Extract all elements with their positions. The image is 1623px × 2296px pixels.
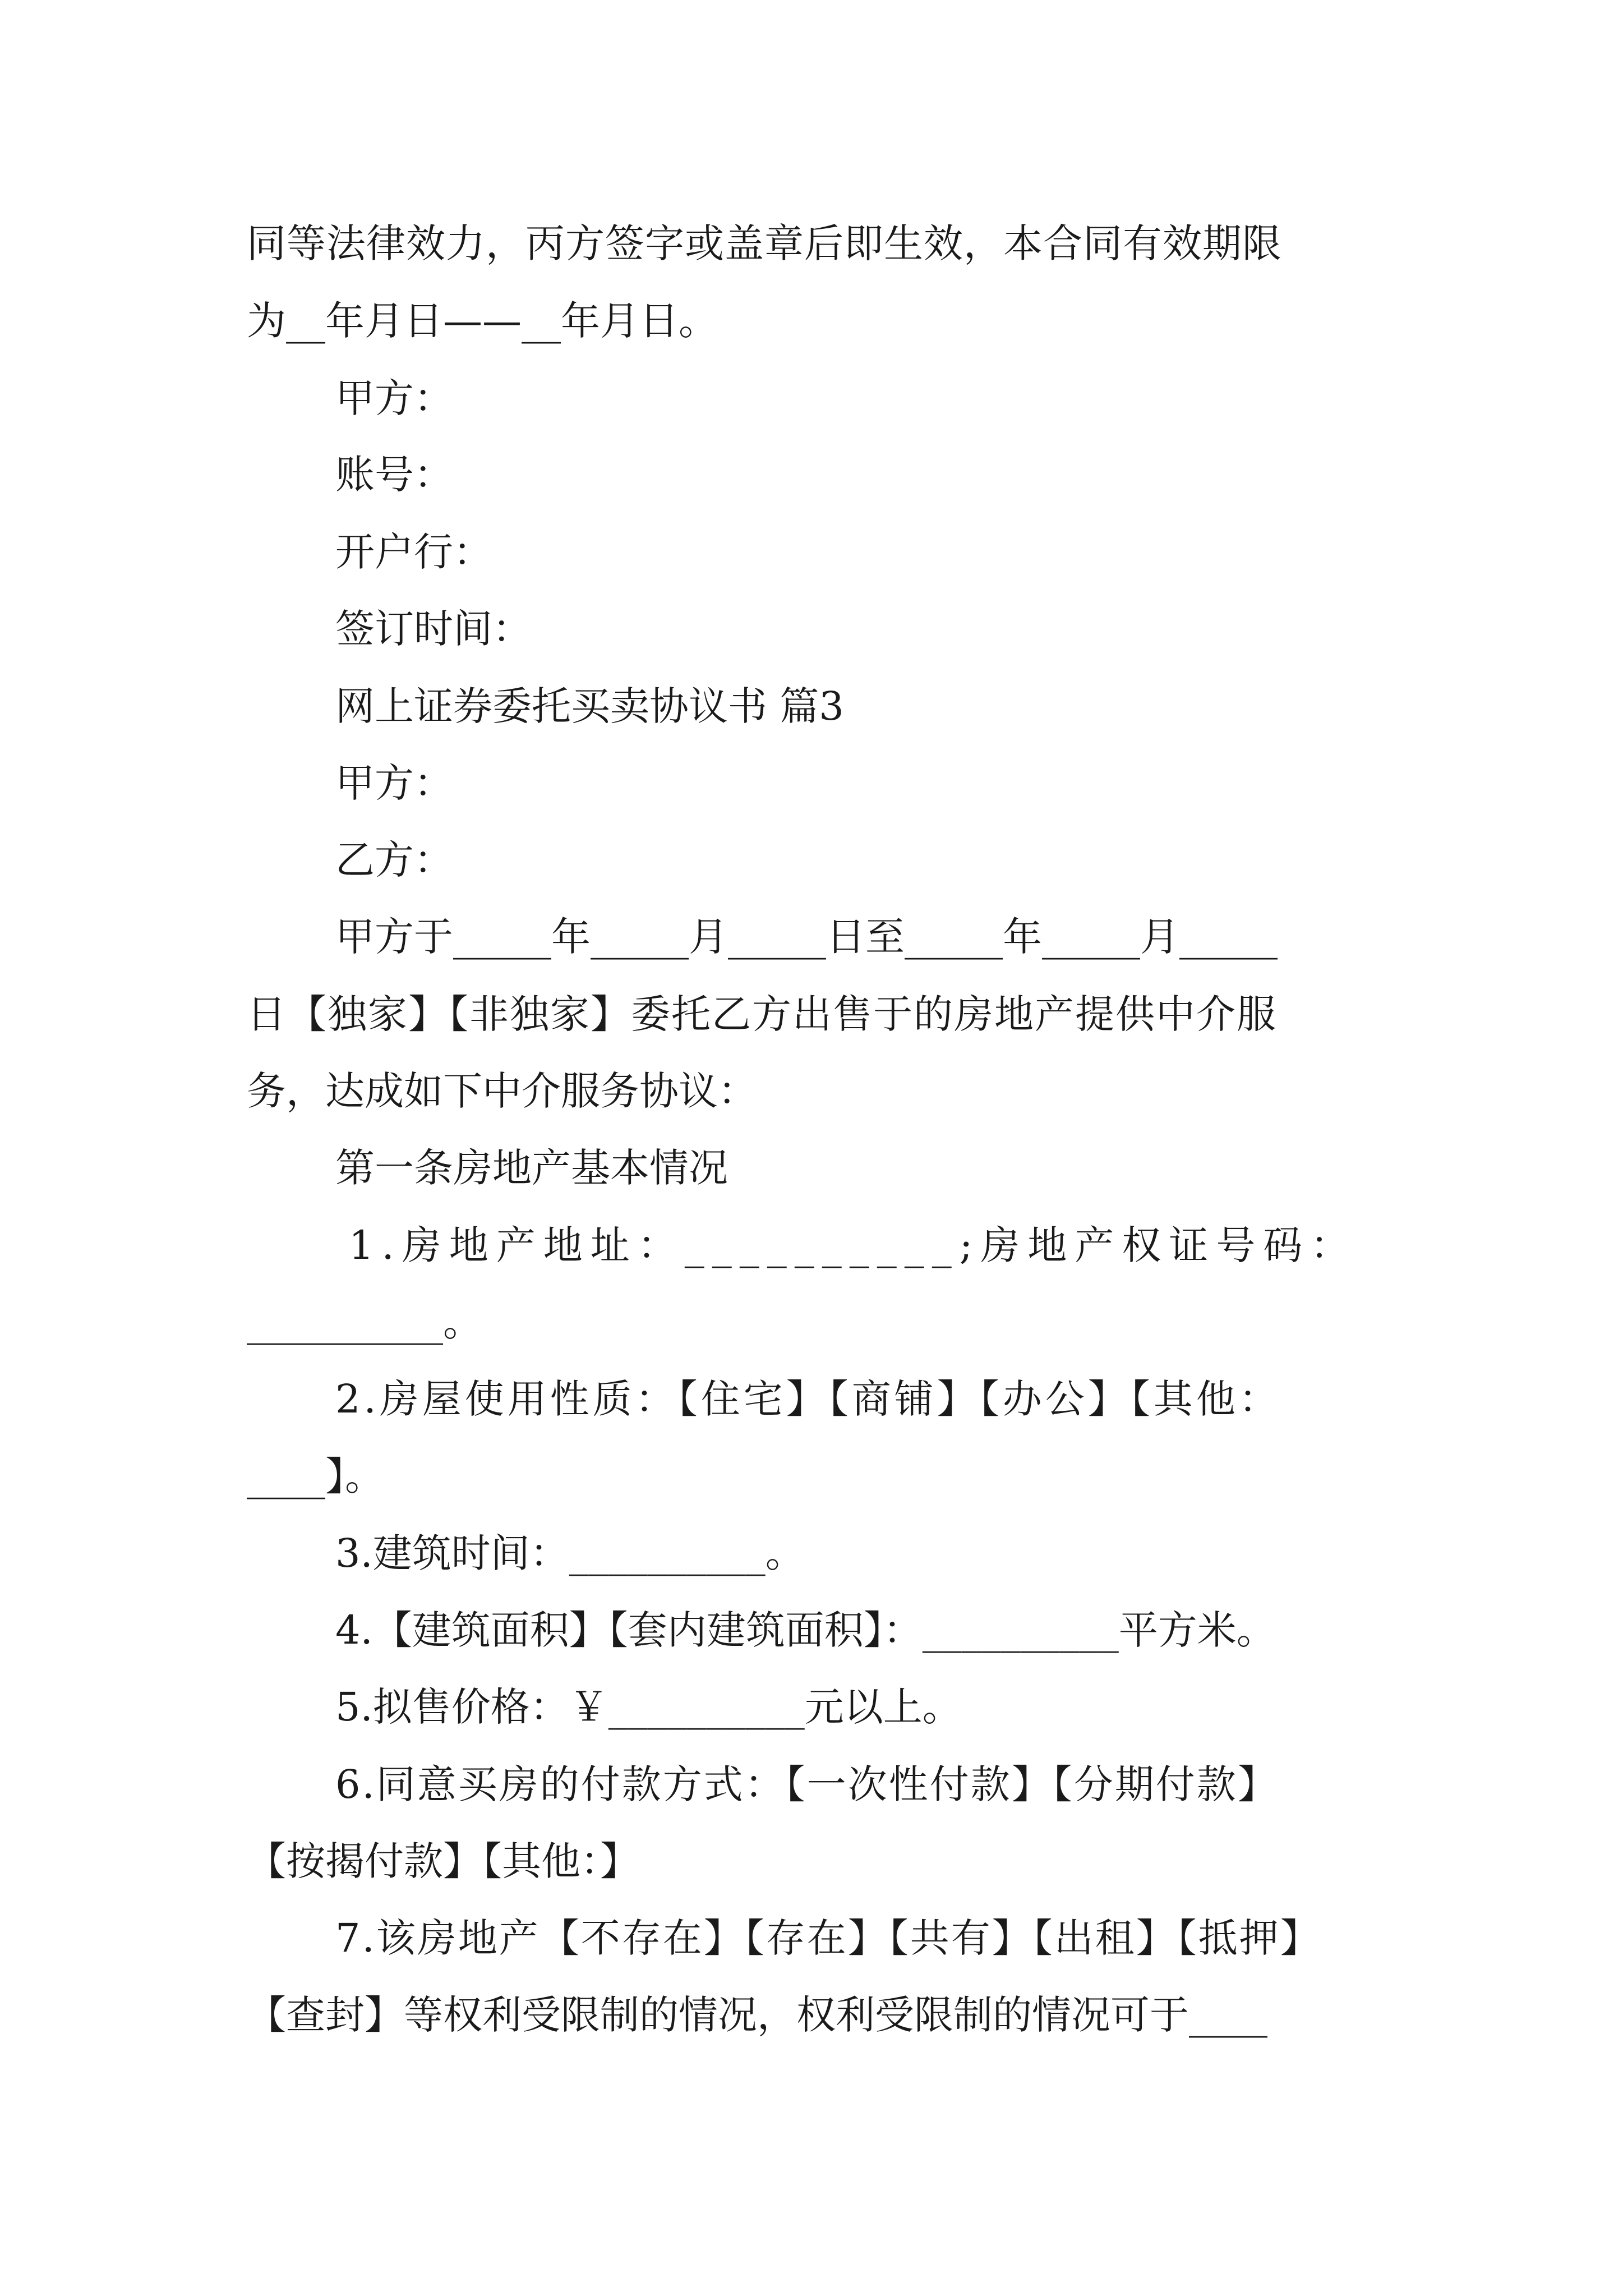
signing-date-label: 签订时间： bbox=[335, 606, 532, 652]
item-6-payment-line: 6.同意买房的付款方式：【一次性付款】【分期付款】 bbox=[335, 1761, 1279, 1807]
item-2-usage-line: 2.房屋使用性质：【住宅】【商铺】【办公】【其他： bbox=[335, 1376, 1281, 1422]
article-one-heading: 第一条房地产基本情况 bbox=[335, 1145, 728, 1191]
item-7-continuation: 【查封】等权利受限制的情况，权利受限制的情况可于____ bbox=[247, 1992, 1267, 2038]
party-b-label: 乙方： bbox=[335, 837, 453, 883]
agreement-paragraph-line-1: 甲方于_____年_____月_____日至_____年_____月_____ bbox=[335, 914, 1278, 960]
item-2-continuation: ____】。 bbox=[247, 1453, 384, 1499]
item-1-address-line: 1.房地产地址：__________;房地产权证号码： bbox=[349, 1222, 1358, 1268]
item-6-continuation: 【按揭付款】【其他：】 bbox=[247, 1838, 639, 1884]
agreement-paragraph-line-2: 日【独家】【非独家】委托乙方出售于的房地产提供中介服 bbox=[247, 991, 1277, 1037]
item-4-area: 4.【建筑面积】【套内建筑面积】：__________平方米。 bbox=[335, 1607, 1276, 1653]
account-number-label: 账号： bbox=[335, 452, 453, 498]
item-1-continuation: __________。 bbox=[247, 1299, 482, 1345]
item-3-build-time: 3.建筑时间：__________。 bbox=[335, 1530, 805, 1576]
item-5-price: 5.拟售价格：￥__________元以上。 bbox=[335, 1684, 962, 1730]
party-a-label: 甲方： bbox=[335, 375, 453, 421]
agreement-paragraph-line-3: 务，达成如下中介服务协议： bbox=[247, 1068, 757, 1114]
party-a-label-2: 甲方： bbox=[335, 760, 453, 806]
contract-validity-line: 同等法律效力，丙方签字或盖章后即生效，本合同有效期限 bbox=[247, 220, 1282, 266]
item-7-restrictions-line: 7.该房地产【不存在】【存在】【共有】【出租】【抵押】 bbox=[335, 1915, 1321, 1961]
contract-period-line: 为__年月日——__年月日。 bbox=[247, 298, 718, 344]
bank-label: 开户行： bbox=[335, 529, 492, 575]
section-heading: 网上证券委托买卖协议书 篇3 bbox=[335, 683, 844, 729]
